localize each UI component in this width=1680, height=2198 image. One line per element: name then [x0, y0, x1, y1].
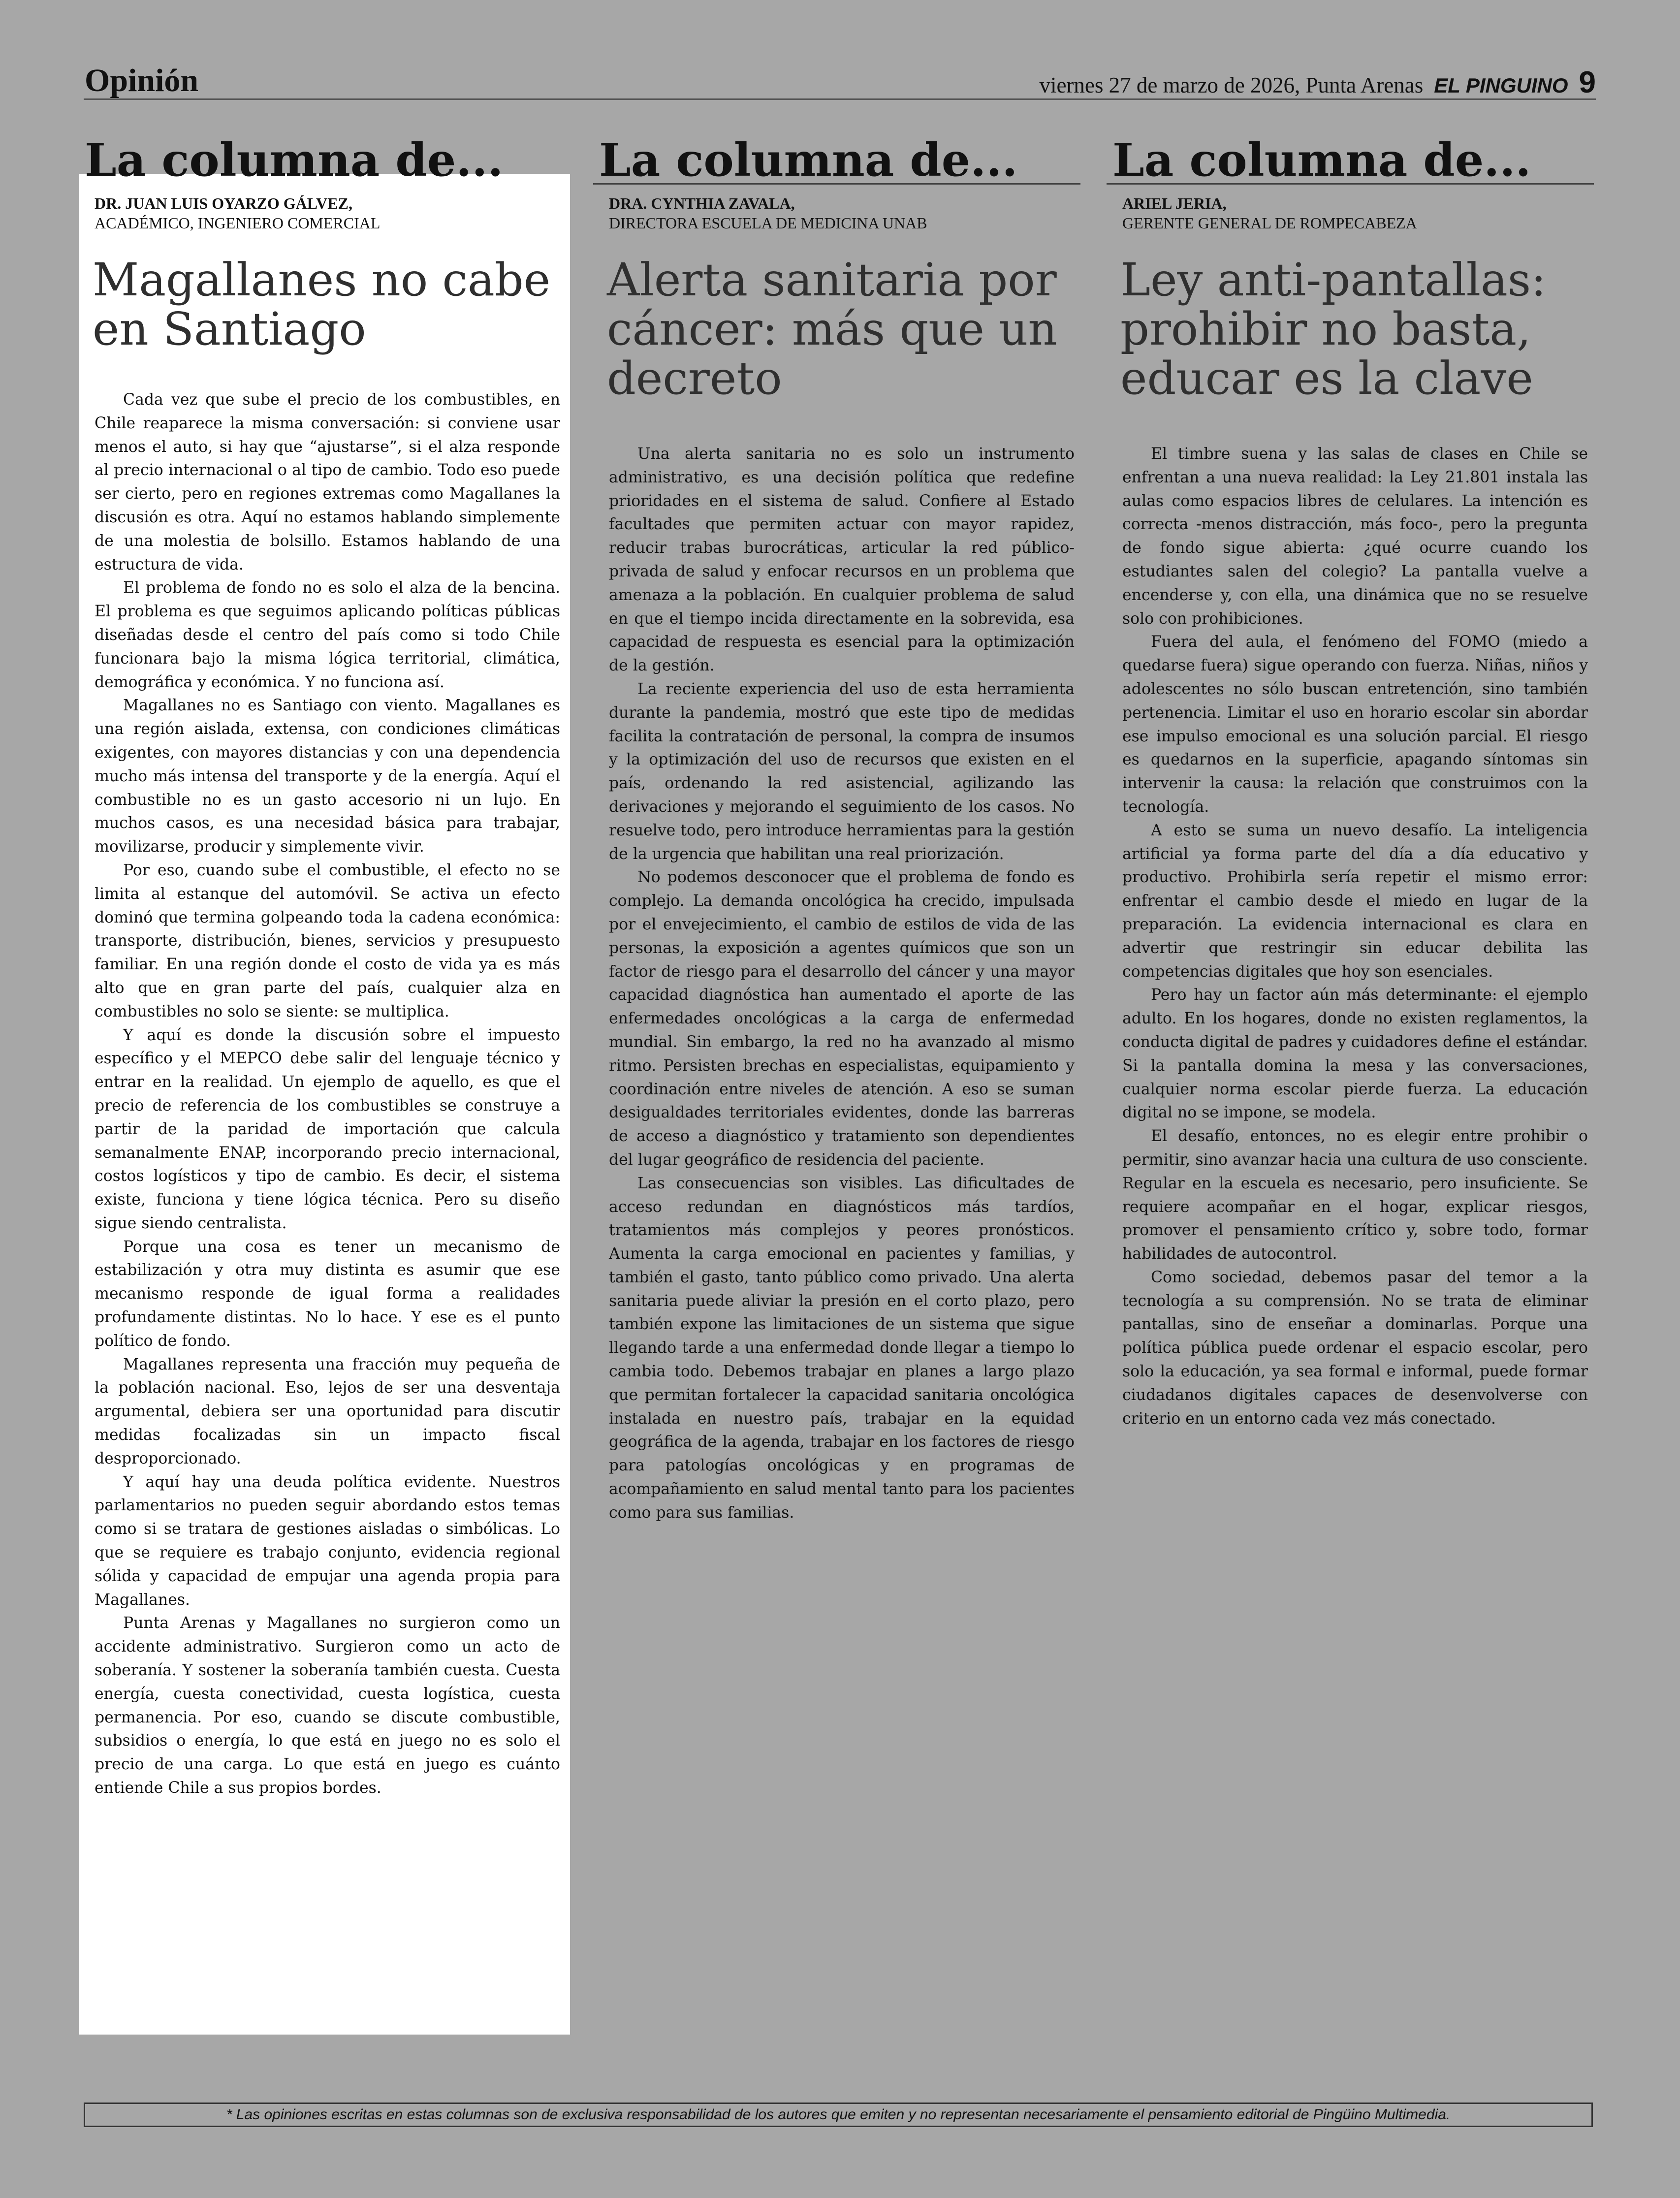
author-name: DRA. CYNTHIA ZAVALA,: [609, 194, 795, 212]
paragraph: Magallanes no es Santiago con viento. Magallanes es una región aislada, extensa, con condiciones climáticas exigentes, con mayores distancias y con una dependencia mucho más intensa del transporte y de la energía. Aquí el combustible no es un gasto accesorio ni un lujo. En muchos casos, es una necesidad básica para trabajar, movilizarse, producir y simplemente vivir.: [95, 697, 560, 856]
author-block: [79, 185, 566, 233]
paragraph: Cada vez que sube el precio de los combustibles, en Chile reaparece la misma conversación: si conviene usar menos el auto, si hay que “ajustarse”, si el alza responde al precio internacional o al tipo de cambio. Todo eso puede ser cierto, pero en regiones extremas como Magallanes la discusión es otra. Aquí no estamos hablando simplemente de una molestia de bolsillo. Estamos hablando de una estructura de vida.: [95, 391, 560, 573]
paragraph: Y aquí hay una deuda política evidente. Nuestros parlamentarios no pueden seguir abordando estos temas como si se tratara de gestiones aisladas o simbólicas. Lo que se requiere es trabajo conjunto, evidencia regional sólida y capacidad de empujar una agenda propia para Magallanes.: [95, 1473, 560, 1609]
column-kicker: La columna de...: [85, 133, 504, 185]
author-name: DR. JUAN LUIS OYARZO GÁLVEZ,: [95, 194, 352, 212]
opinion-column-2: [593, 130, 1080, 1525]
paragraph: Por eso, cuando sube el combustible, el efecto no se limita al estanque del automóvil. Se activa un efecto dominó que termina golpeando toda la cadena económica: transporte, distribución, bienes, servicios y presupuesto familiar. En una región donde el costo de vida ya es más alto que en gran parte del país, cualquier alza en combustibles no solo se siente: se multiplica.: [95, 861, 560, 1020]
author-role: DIRECTORA ESCUELA DE MEDICINA UNAB: [609, 214, 927, 232]
author-name: ARIEL JERIA,: [1122, 194, 1227, 212]
paragraph: Como sociedad, debemos pasar del temor a la tecnología a su comprensión. No se trata de eliminar pantallas, sino de enseñar a dominarlas. Porque una política pública puede ordenar el espacio escolar, pero solo la educación, ya sea formal e informal, puede formar ciudadanos digitales capaces de desenvolverse con criterio en un entorno cada vez más conectado.: [1122, 1268, 1588, 1428]
paragraph: Magallanes representa una fracción muy pequeña de la población nacional. Eso, lejos de ser una desventaja argumental, debiera ser una oportunidad para discutir medidas focalizadas sin un impacto fiscal desproporcionado.: [95, 1355, 560, 1467]
paragraph: Una alerta sanitaria no es solo un instrumento administrativo, es una decisión política que redefine prioridades en el sistema de salud. Confiere al Estado facultades que permiten actuar con mayor rapidez, reducir trabas burocráticas, articular la red público-privada de salud y enfocar recursos en un problema que amenaza a la población. En cualquier problema de salud en que el tiempo incida directamente en la sobrevida, esa capacidad de respuesta es esencial para la optimización de la gestión.: [609, 445, 1075, 675]
author-block: [593, 185, 1080, 233]
opinion-column-3: [1107, 130, 1594, 1431]
date-line: viernes 27 de marzo de 2026, Punta Arenas: [1039, 73, 1424, 97]
article-headline: Ley anti-pantallas: prohibir no basta, educar es la clave: [1120, 254, 1547, 405]
section-name: Opinión: [85, 63, 199, 98]
paragraph: La reciente experiencia del uso de esta herramienta durante la pandemia, mostró que este tipo de medidas facilita la contratación de personal, la compra de insumos y la optimización del uso de recursos que existen en el país, ordenando la red asistencial, agilizando las derivaciones y mejorando el seguimiento de los casos. No resuelve todo, pero introduce herramientas para la gestión de la urgencia que habilitan una real priorización.: [609, 680, 1075, 863]
paragraph: El problema de fondo no es solo el alza de la bencina. El problema es que seguimos aplicando políticas públicas diseñadas desde el centro del país como si todo Chile funcionara bajo la misma lógica territorial, climática, demográfica y económica. Y no funciona así.: [95, 579, 560, 691]
author-role: GERENTE GENERAL DE ROMPECABEZA: [1122, 214, 1417, 232]
article-body: [1107, 443, 1594, 1431]
paragraph: Porque una cosa es tener un mecanismo de estabilización y otra muy distinta es asumir que ese mecanismo responde de igual forma a realidades profundamente distintas. No lo hace. Y ese es el punto político de fondo.: [95, 1238, 560, 1350]
paragraph: Las consecuencias son visibles. Las dificultades de acceso redundan en diagnósticos más tardíos, tratamientos más complejos y peores pronósticos. Aumenta la carga emocional en pacientes y familias, y también el gasto, tanto público como privado. Una alerta sanitaria puede aliviar la presión en el corto plazo, pero también expone las limitaciones de un sistema que sigue llegando tarde a una enfermedad donde llegar a tiempo lo cambia todo. Debemos trabajar en planes a largo plazo que permitan fortalecer la capacidad sanitaria oncológica instalada en nuestro país, trabajar en la equidad geográfica de la agenda, trabajar en los factores de riesgo para patologías oncológicas y en programas de acompañamiento en salud mental tanto para los pacientes como para sus familias.: [609, 1174, 1075, 1522]
disclaimer-box: * Las opiniones escritas en estas columnas son de exclusiva responsabilidad de los autores que emiten y no representan necesariamente el pensamiento editorial de Pingüino Multimedia.: [84, 2102, 1593, 2127]
paragraph: Punta Arenas y Magallanes no surgieron como un accidente administrativo. Surgieron como un acto de soberanía. Y sostener la soberanía también cuesta. Cuesta energía, cuesta conectividad, cuesta logística, cuesta permanencia. Por eso, cuando se discute combustible, subsidios o energía, lo que está en juego no es solo el precio de una carga. Lo que está en juego es cuánto entiende Chile a sus propios bordes.: [95, 1614, 560, 1797]
paragraph: Pero hay un factor aún más determinante: el ejemplo adulto. En los hogares, donde no existen reglamentos, la conducta digital de padres y cuidadores define el estándar. Si la pantalla domina la mesa y las conversaciones, cualquier norma escolar pierde fuerza. La educación digital no se impone, se modela.: [1122, 986, 1588, 1122]
newspaper-logo: EL PINGUINO: [1434, 74, 1568, 97]
page-number: 9: [1579, 65, 1596, 99]
author-block: [1107, 185, 1594, 233]
paragraph: A esto se suma un nuevo desafío. La inteligencia artificial ya forma parte del día a día educativo y productivo. Prohibirla sería repetir el mismo error: enfrentar el cambio desde el miedo en lugar de la preparación. La evidencia internacional es clara en advertir que restringir sin educar debilita las competencias digitales que hoy son esenciales.: [1122, 821, 1588, 981]
column-kicker: La columna de...: [1107, 130, 1594, 185]
article-body: [79, 388, 566, 1800]
paragraph: Fuera del aula, el fenómeno del FOMO (miedo a quedarse fuera) sigue operando con fuerza. Niñas, niños y adolescentes no sólo buscan entretención, sino también pertenencia. Limitar el uso en horario escolar sin abordar ese impulso emocional es una solución parcial. El riesgo es quedarnos en la superficie, apagando síntomas sin intervenir la causa: la relación que construimos con la tecnología.: [1122, 633, 1588, 816]
page-header: [84, 59, 1596, 100]
article-body: [593, 443, 1080, 1525]
paragraph: El desafío, entonces, no es elegir entre prohibir o permitir, sino avanzar hacia una cultura de uso consciente. Regular en la escuela es necesario, pero insuficiente. Se requiere acompañar en el hogar, explicar riesgos, promover el pensamiento crítico y, sobre todo, formar habilidades de autocontrol.: [1122, 1127, 1588, 1263]
opinion-column-1: [79, 130, 566, 1800]
author-role: ACADÉMICO, INGENIERO COMERCIAL: [95, 214, 380, 232]
paragraph: Y aquí es donde la discusión sobre el impuesto específico y el MEPCO debe salir del lenguaje técnico y entrar en la realidad. Un ejemplo de aquello, es que el precio de referencia de los combustibles se construye a partir de la paridad de importación que calcula semanalmente ENAP, incorporando precio internacional, costos logísticos y tipo de cambio. Es decir, el sistema existe, funciona y tiene lógica técnica. Pero su diseño sigue siendo centralista.: [95, 1026, 560, 1232]
paragraph: No podemos desconocer que el problema de fondo es complejo. La demanda oncológica ha crecido, impulsada por el envejecimiento, el cambio de estilos de vida de las personas, la exposición a agentes químicos que son un factor de riesgo para el desarrollo del cáncer y una mayor capacidad diagnóstica han aumentado el aporte de las enfermedades oncológicas a la carga de enfermedad mundial. Sin embargo, la red no ha avanzado al mismo ritmo. Persisten brechas en especialistas, equipamiento y coordinación entre niveles de atención. A eso se suman desigualdades territoriales evidentes, donde las barreras de acceso a diagnóstico y tratamiento son dependientes del lugar geográfico de residencia del paciente.: [609, 868, 1075, 1169]
paragraph: El timbre suena y las salas de clases en Chile se enfrentan a una nueva realidad: la Ley 21.801 instala las aulas como espacios libres de celulares. La intención es correcta -menos distracción, más foco-, pero la pregunta de fondo sigue abierta: ¿qué ocurre cuando los estudiantes salen del colegio? La pantalla vuelve a encenderse y, con ella, una dinámica que no se resuelve solo con prohibiciones.: [1122, 445, 1588, 628]
header-right: [1039, 65, 1596, 100]
column-kicker: La columna de...: [593, 130, 1080, 185]
article-headline: Magallanes no cabe en Santiago: [93, 254, 551, 355]
article-headline: Alerta sanitaria por cáncer: más que un decreto: [607, 254, 1057, 405]
